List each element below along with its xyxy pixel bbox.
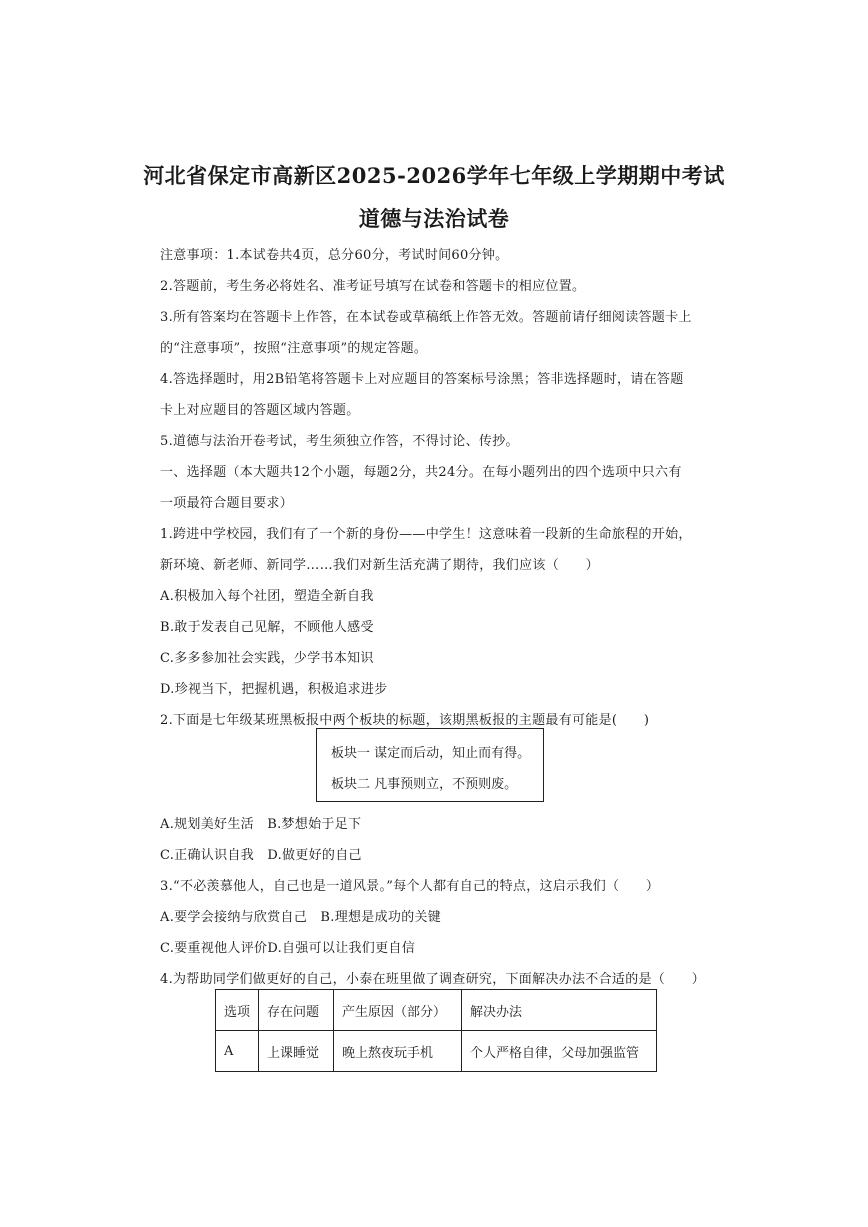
section-heading: 一、选择题（本大题共12个小题，每题2分，共24分。在每小题列出的四个选项中只六有: [160, 465, 682, 480]
table-row: [216, 1031, 657, 1072]
table-cell: 上课睡觉: [259, 1031, 334, 1072]
quote-box-line: 板块二 凡事预则立，不预则废。: [331, 777, 518, 792]
question-1-option-b: B.敢于发表自己见解，不顾他人感受: [160, 620, 374, 635]
note-line: 3.所有答案均在答题卡上作答，在本试卷或草稿纸上作答无效。答题前请仔细阅读答题卡上: [160, 310, 692, 325]
table-header-cell: 产生原因（部分）: [334, 990, 462, 1031]
question-3-stem: 3.“不必羡慕他人，自己也是一道风景。”每个人都有自己的特点，这启示我们（ ）: [160, 879, 660, 894]
table-header-cell: 解决办法: [462, 990, 657, 1031]
note-line: 注意事项：1.本试卷共4页，总分60分，考试时间60分钟。: [160, 248, 509, 263]
exam-subject-title: 道德与法治试卷: [358, 206, 510, 231]
question-2-options: C.正确认识自我 D.做更好的自己: [160, 848, 362, 863]
question-1-option-a: A.积极加入每个社团，塑造全新自我: [160, 589, 374, 604]
note-line: 5.道德与法治开卷考试，考生须独立作答，不得讨论、传抄。: [160, 434, 519, 449]
question-3-options: A.要学会接纳与欣赏自己 B.理想是成功的关键: [160, 910, 442, 925]
question-1-option-d: D.珍视当下，把握机遇，积极追求进步: [160, 682, 388, 697]
quote-box-line: 板块一 谋定而后动，知止而有得。: [331, 746, 531, 761]
question-3-options: C.要重视他人评价D.自强可以让我们更自信: [160, 941, 416, 956]
note-line: 的“注意事项”，按照“注意事项”的规定答题。: [160, 341, 428, 356]
question-1-stem: 1.跨进中学校园，我们有了一个新的身份——中学生！这意味着一段新的生命旅程的开始，: [160, 527, 692, 542]
table-cell: 晚上熬夜玩手机: [334, 1031, 462, 1072]
note-line: 2.答题前，考生务必将姓名、准考证号填写在试卷和答题卡的相应位置。: [160, 279, 586, 294]
question-1-stem-cont: 新环境、新老师、新同学……我们对新生活充满了期待，我们应该（ ）: [160, 558, 599, 573]
table-cell: 个人严格自律，父母加强监管: [462, 1031, 657, 1072]
question-4-table: [215, 989, 657, 1072]
question-1-option-c: C.多多参加社会实践，少学书本知识: [160, 651, 374, 666]
table-header-cell: 存在问题: [259, 990, 334, 1031]
note-line: 4.答选择题时，用2B铅笔将答题卡上对应题目的答案标号涂黑；答非选择题时，请在答题: [160, 372, 684, 387]
note-line: 卡上对应题目的答题区域内答题。: [160, 403, 360, 418]
question-2-stem: 2.下面是七年级某班黑板报中两个板块的标题，该期黑板报的主题最有可能是( ): [160, 713, 650, 728]
question-2-options: A.规划美好生活 B.梦想始于足下: [160, 817, 362, 832]
table-cell: A: [216, 1031, 259, 1072]
exam-title: 河北省保定市高新区2025-2026学年七年级上学期期中考试: [143, 163, 725, 188]
section-heading-cont: 一项最符合题目要求）: [160, 496, 294, 511]
question-2-quote-box: [316, 728, 544, 802]
table-header-cell: 选项: [216, 990, 259, 1031]
question-4-stem: 4.为帮助同学们做更好的自己，小泰在班里做了调查研究，下面解决办法不合适的是（ ）: [160, 972, 706, 987]
table-header-row: [216, 990, 657, 1031]
